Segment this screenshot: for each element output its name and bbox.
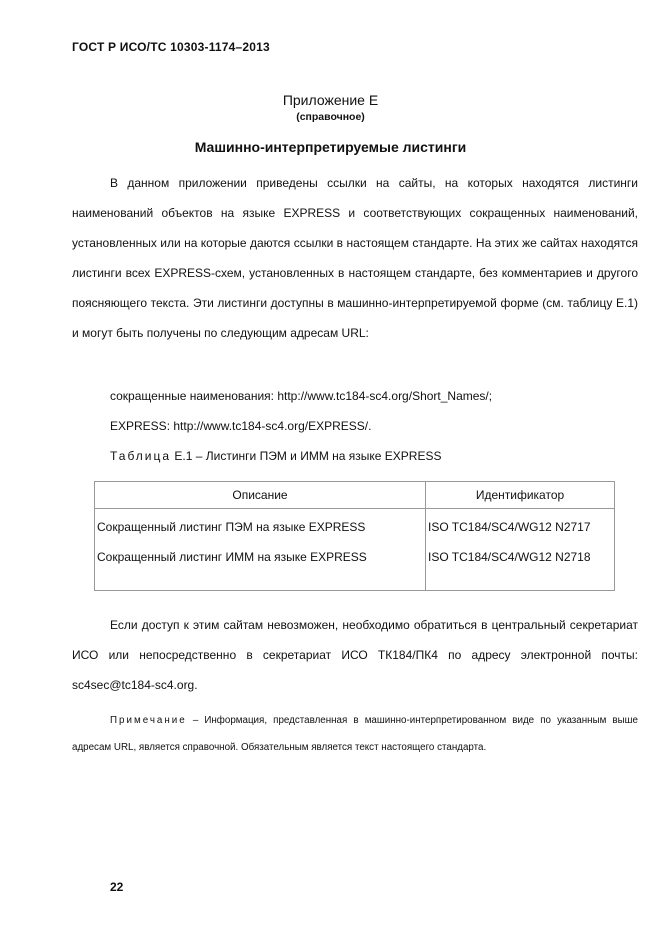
url-express: EXPRESS: http://www.tc184-sc4.org/EXPRESS/. [110,419,372,433]
section-title: Машинно-интерпретируемые листинги [194,139,467,155]
table-cell-description: Сокращенный листинг ПЭМ на языке EXPRESS [95,509,426,546]
standard-header: ГОСТ Р ИСО/ТС 10303-1174–2013 [72,40,270,54]
page-number: 22 [110,880,124,894]
url-short-names: сокращенные наименования: http://www.tc184-sc4.org/Short_Names/; [110,389,493,403]
note-block [72,707,638,761]
note-paragraph [72,707,638,761]
appendix-subtitle: (справочное) [296,111,365,123]
body-paragraph-1: В данном приложении приведены ссылки на сайты, на которых находятся листинги наименований объектов на языке EXPRESS и соответствующих сокращенных наименований, установленных или на которые даются ссылки в настоящем стандарте. На этих же сайтах находятся листинги всех EXPRESS-схем, установленных в настоящем стандарте, без комментариев и другого поясняющего текста. Эти листинги доступны в машинно-интерпретируемой форме (см. таблицу Е.1) и могут быть получены по следующим адресам URL: [72,176,638,340]
table-caption-label: Таблица [110,449,172,463]
body-paragraph-2: Если доступ к этим сайтам невозможен, необходимо обратиться в центральный секретариат ИСО или непосредственно в секретариат ИСО ТК184/ПК4 по адресу электронной почты: sc4sec@tc184-sc4.org. [72,618,638,692]
table-cell-identifier: ISO TC184/SC4/WG12 N2718 [426,545,615,591]
table-caption-text: Е.1 – Листинги ПЭМ и ИММ на языке EXPRESS [174,449,442,463]
table-header-row [95,482,615,509]
column-header-description: Описание [95,482,426,509]
table-row [95,509,615,546]
table-caption [110,449,442,463]
table-cell-identifier: ISO TC184/SC4/WG12 N2717 [426,509,615,546]
note-label: Примечание [110,715,187,726]
table-row [95,545,615,591]
appendix-title: Приложение Е [282,92,379,108]
table-cell-description: Сокращенный листинг ИММ на языке EXPRESS [95,545,426,591]
listing-table [94,481,615,591]
column-header-identifier: Идентификатор [426,482,615,509]
note-text: – Информация, представленная в машинно-интерпретированном виде по указанным выше адресам URL, является справочной. Обязательным является текст настоящего стандарта. [72,715,638,753]
